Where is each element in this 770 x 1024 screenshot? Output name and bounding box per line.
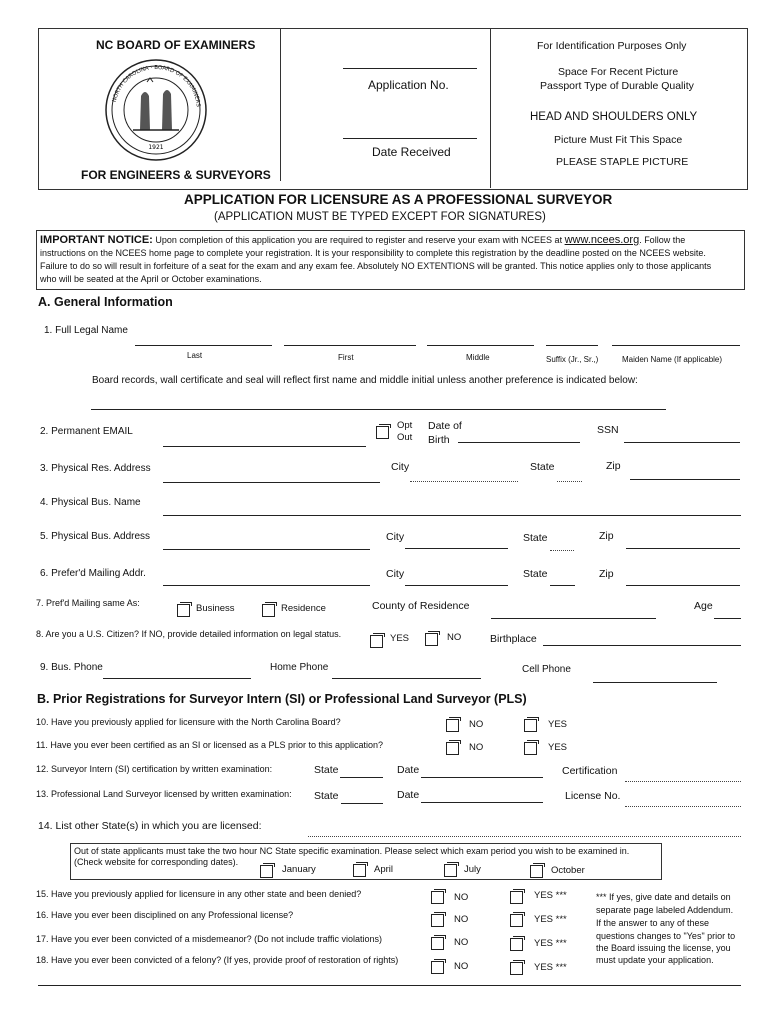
maiden-name-field[interactable] [612,345,740,346]
addendum-note-5: the Board issuing the license, you [596,943,731,953]
license-no-field[interactable] [625,806,741,807]
name-middle-label: Middle [466,353,490,362]
ssn-label: SSN [597,424,619,436]
q18-yes-label: YES *** [534,962,567,973]
july-label: July [464,864,481,875]
notice-line-4: who will be seated at the April or October examinations. [40,274,262,284]
q18-label: 18. Have you ever been convicted of a felony? (If yes, provide proof of restoration of rights) [36,955,399,965]
photo-space-text: Space For Recent Picture [558,66,679,78]
head-shoulders-text: HEAD AND SHOULDERS ONLY [530,111,698,123]
birthplace-field[interactable] [543,645,741,646]
cell-phone-label: Cell Phone [522,664,571,675]
id-purposes-text: For Identification Purposes Only [537,40,687,52]
q12-label: 12. Surveyor Intern (SI) certification by written examination: [36,764,273,774]
q18-no-label: NO [454,961,469,972]
q18-yes-checkbox[interactable] [510,962,523,975]
q13-label: 13. Professional Land Surveyor licensed by written examination: [36,789,292,799]
opt-label: Opt [397,420,413,431]
res-address-field[interactable] [163,482,380,483]
page-subtitle: (APPLICATION MUST BE TYPED EXCEPT FOR SIGNATURES) [214,211,546,223]
other-states-field[interactable] [308,836,741,837]
res-state-field[interactable] [557,481,582,482]
q2-label: 2. Permanent EMAIL [40,426,133,437]
bus-phone-field[interactable] [103,678,251,679]
ssn-field[interactable] [624,442,740,443]
same-as-business-checkbox[interactable] [177,604,190,617]
bus-state-field[interactable] [550,550,574,551]
picture-fit-text: Picture Must Fit This Space [554,134,683,146]
res-city-field[interactable] [410,481,518,482]
first-name-field[interactable] [284,345,416,346]
q15-no-checkbox[interactable] [431,891,444,904]
q15-label: 15. Have you previously applied for licensure in any other state and been denied? [36,889,362,899]
october-checkbox[interactable] [530,865,543,878]
county-field[interactable] [491,618,656,619]
notice-line-2: instructions on the NCEES home page to complete your registration. It is your responsibility to complete this registration by the deadline posted on the NCEES website. [40,248,706,258]
addendum-note-3: If the answer to any of these [596,918,710,928]
notice-text-1: Upon completion of this application you are required to register and reserve your exam with NCEES at [155,235,563,245]
date-received-label: Date Received [372,145,451,159]
res-city-label: City [391,461,410,473]
birth-date-field[interactable] [458,442,580,443]
mail-zip-field[interactable] [626,585,740,586]
q15-no-label: NO [454,892,469,903]
board-records-text: Board records, wall certificate and seal will reflect first name and middle initial unless another preference is indicated below: [92,375,638,386]
q11-no-checkbox[interactable] [446,742,459,755]
mail-zip-label: Zip [599,568,614,580]
q11-yes-checkbox[interactable] [524,742,537,755]
q9-label: 9. Bus. Phone [40,662,103,673]
oos-text-1: Out of state applicants must take the two hour NC State specific examination. Please select which exam period you wish to be examined in. [74,846,630,856]
birth-label: Birth [428,434,450,446]
birthplace-label: Birthplace [490,633,537,645]
q17-no-label: NO [454,937,469,948]
board-title: NC BOARD OF EXAMINERS [96,38,256,52]
mail-state-field[interactable] [550,585,575,586]
bus-name-field[interactable] [163,515,741,516]
q15-yes-checkbox[interactable] [510,891,523,904]
q10-no-label: NO [469,719,484,730]
application-no-label: Application No. [368,78,449,92]
svg-text:NORTH CAROLINA · BOARD OF EXAM: NORTH CAROLINA · BOARD OF EXAMINERS [111,64,201,108]
out-label: Out [397,432,413,443]
name-suffix-label: Suffix (Jr., Sr.,) [546,355,599,364]
q10-label: 10. Have you previously applied for licensure with the North Carolina Board? [36,717,341,727]
addendum-note-6: must update your application. [596,955,714,965]
october-label: October [551,865,585,876]
q16-no-checkbox[interactable] [431,914,444,927]
q12-date-field[interactable] [421,777,543,778]
email-field[interactable] [163,446,366,447]
bottom-rule [38,985,741,986]
state-seal-icon [103,58,209,162]
date-received-line[interactable] [343,138,477,139]
mail-city-label: City [386,568,405,580]
july-checkbox[interactable] [444,864,457,877]
certification-label: Certification [562,765,618,777]
mailing-address-field[interactable] [163,585,370,586]
notice-line-3: Failure to do so will result in forfeiture of a seat for the exam and any exam fee. Absolutely NO EXTENTIONS will be granted. This notice applies only to those applicants [40,261,712,271]
q16-no-label: NO [454,914,469,925]
photo-quality-text: Passport Type of Durable Quality [540,80,694,92]
q17-label: 17. Have you ever been convicted of a misdemeanor? (Do not include traffic violations) [36,934,383,944]
q1-label: 1. Full Legal Name [44,325,128,336]
q4-label: 4. Physical Bus. Name [40,497,141,508]
staple-text: PLEASE STAPLE PICTURE [556,156,689,168]
q7-label: 7. Pref'd Mailing same As: [36,598,140,608]
april-checkbox[interactable] [353,864,366,877]
middle-name-field[interactable] [427,345,534,346]
q13-date-label: Date [397,789,420,801]
notice-line-1 [40,234,685,246]
q14-label: 14. List other State(s) in which you are licensed: [38,820,262,832]
april-label: April [374,864,394,875]
q5-label: 5. Physical Bus. Address [40,531,151,542]
bus-zip-field[interactable] [626,548,740,549]
notice-label: IMPORTANT NOTICE: [40,234,153,246]
q12-state-field[interactable] [340,777,383,778]
bus-zip-label: Zip [599,530,614,542]
january-checkbox[interactable] [260,865,273,878]
application-no-line[interactable] [343,68,477,69]
section-a-title: A. General Information [38,295,173,309]
citizen-no-checkbox[interactable] [425,633,438,646]
bus-state-label: State [523,532,548,544]
bus-city-label: City [386,531,405,543]
mail-city-field[interactable] [405,585,508,586]
home-phone-field[interactable] [332,678,481,679]
q6-label: 6. Prefer'd Mailing Addr. [40,568,146,579]
license-no-label: License No. [565,790,621,802]
q10-yes-label: YES [548,719,568,730]
q12-state-label: State [314,764,339,776]
header-divider [280,28,281,181]
name-first-label: First [338,353,354,362]
mail-state-label: State [523,568,548,580]
q12-date-label: Date [397,764,420,776]
name-maiden-label: Maiden Name (If applicable) [622,355,723,364]
addendum-note-4: questions changes to "Yes" prior to [596,931,736,941]
cell-phone-field[interactable] [593,682,717,683]
citizen-yes-checkbox[interactable] [370,635,383,648]
home-phone-label: Home Phone [270,662,329,673]
q17-yes-label: YES *** [534,938,567,949]
date-of-label: Date of [428,420,462,432]
citizen-no-label: NO [447,632,462,643]
q13-state-field[interactable] [341,803,383,804]
q10-no-checkbox[interactable] [446,719,459,732]
q18-no-checkbox[interactable] [431,961,444,974]
section-b-title: B. Prior Registrations for Surveyor Intern (SI) or Professional Land Surveyor (PLS) [37,692,527,706]
bus-address-field[interactable] [163,549,370,550]
q17-yes-checkbox[interactable] [510,938,523,951]
same-as-residence-checkbox[interactable] [262,604,275,617]
residence-label: Residence [281,603,326,614]
business-label: Business [196,603,235,614]
q8-label: 8. Are you a U.S. Citizen? If NO, provide detailed information on legal status. [36,629,342,639]
q11-no-label: NO [469,742,484,753]
q11-label: 11. Have you ever been certified as an SI or licensed as a PLS prior to this application? [36,740,384,750]
notice-text-1-end: . Follow the [639,235,686,245]
q16-yes-checkbox[interactable] [510,914,523,927]
seal-year: 1921 [148,144,164,151]
age-field[interactable] [714,618,741,619]
board-subtitle: FOR ENGINEERS & SURVEYORS [81,168,271,182]
page-title: APPLICATION FOR LICENSURE AS A PROFESSIONAL SURVEYOR [184,192,613,207]
addendum-note-1: *** If yes, give date and details on [596,892,731,902]
addendum-note-2: separate page labeled Addendum. [596,905,734,915]
q11-yes-label: YES [548,742,568,753]
q16-label: 16. Have you ever been disciplined on any Professional license? [36,910,294,920]
last-name-field[interactable] [135,345,272,346]
name-last-label: Last [187,351,203,360]
res-zip-field[interactable] [630,479,740,480]
name-preference-field[interactable] [91,409,666,410]
citizen-yes-label: YES [390,633,410,644]
bus-city-field[interactable] [405,548,508,549]
county-label: County of Residence [372,600,470,612]
q17-no-checkbox[interactable] [431,937,444,950]
q3-label: 3. Physical Res. Address [40,463,151,474]
res-state-label: State [530,461,555,473]
q10-yes-checkbox[interactable] [524,719,537,732]
age-label: Age [694,600,713,612]
q13-date-field[interactable] [421,802,543,803]
res-zip-label: Zip [606,460,621,472]
certification-field[interactable] [625,781,741,782]
opt-out-checkbox[interactable] [376,426,389,439]
q16-yes-label: YES *** [534,914,567,925]
january-label: January [282,864,316,875]
ncees-link[interactable]: www.ncees.org [564,234,640,246]
q15-yes-label: YES *** [534,890,567,901]
suffix-field[interactable] [546,345,598,346]
q13-state-label: State [314,790,339,802]
oos-text-2: (Check website for corresponding dates). [74,857,239,867]
